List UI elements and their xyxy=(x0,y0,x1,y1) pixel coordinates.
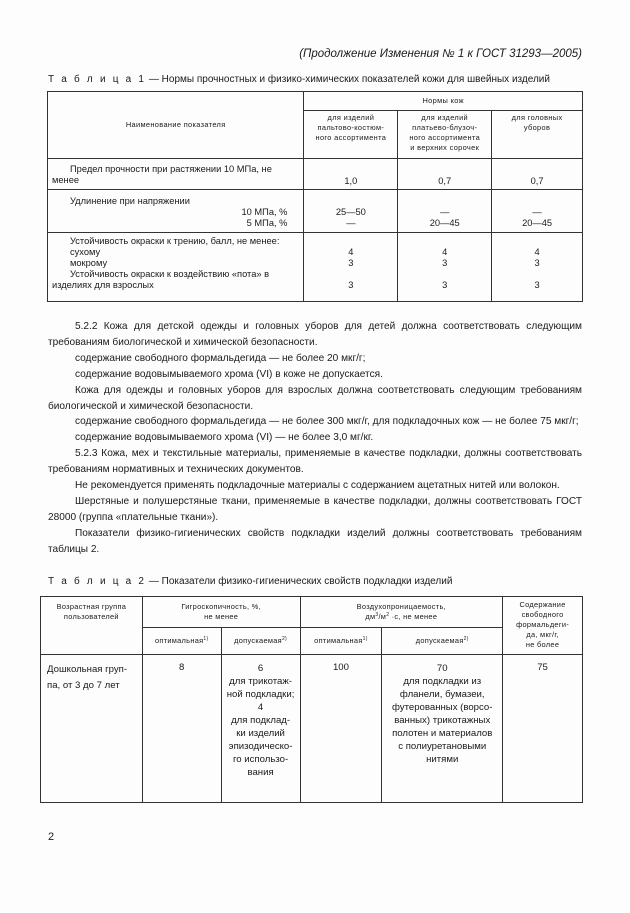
table2-header-formaldehyde: Содержание свободного формальдеги- да, мкг/г, не более xyxy=(503,597,583,655)
table1-caption-text: — Нормы прочностных и физико-химических показателей кожи для швейных изделий xyxy=(146,74,550,85)
table2-header-air: Воздухопроницаемость, $дм^3/м^2 \cdot с$, не менее xyxy=(300,597,503,628)
paragraph: 5.2.3 Кожа, мех и текстильные материалы, применяемые в качестве подкладки, должны соответствовать требованиям нормативных и технических документов. xyxy=(48,448,582,476)
table2-subheader-air-allowed: допускаемая$^{2)}$ xyxy=(382,628,503,655)
table2-cell: 75 xyxy=(503,655,583,803)
table1-cell: 1,0 xyxy=(304,159,398,190)
table1-header-name: Наименование показателя xyxy=(48,92,304,159)
table1-row-tensile-strength: Предел прочности при растяжении 10 МПа, не менее xyxy=(48,159,304,190)
paragraph: Показатели физико-гигиенических свойств подкладки изделий должны соответствовать требованиям таблицы 2. xyxy=(48,527,582,555)
table2-row-age: Дошкольная груп- па, от 3 до 7 лет xyxy=(41,655,143,803)
table1-subcol-dress: для изделий платьево-блузоч- ного ассортимента и верхних сорочек xyxy=(398,111,492,159)
table2-cell: 6 для трикотаж- ной подкладки; 4 для подклад- ки изделий эпизодическо- го использо- вания xyxy=(221,655,300,803)
table1-header-norms: Нормы кож xyxy=(304,92,583,111)
table1-row-elongation: Удлинение при напряжении 10 МПа, % 5 МПа, % xyxy=(48,190,304,233)
paragraph: содержание свободного формальдегида — не более 300 мкг/г, для подкладочных кож — не более 75 мкг/г; xyxy=(75,416,579,428)
table1-row-color-fastness: Устойчивость окраски к трению, балл, не менее: сухому мокрому Устойчивость окраски к воздействию «пота» в изделиях для взрослых xyxy=(48,233,304,302)
table2-cell: 8 xyxy=(142,655,221,803)
paragraph: содержание свободного формальдегида — не более 20 мкг/г; xyxy=(75,352,366,364)
table1-cell: 4 3 3 xyxy=(304,233,398,302)
table2 xyxy=(40,596,583,803)
table2-caption xyxy=(48,576,452,587)
table1-subcol-hats: для головных уборов xyxy=(492,111,583,159)
paragraph: Кожа для одежды и головных уборов для взрослых должна соответствовать следующим требованиям биологической и химической безопасности. xyxy=(48,384,582,412)
table2-subheader-hygro-optimal: оптимальная$^{1)}$ xyxy=(142,628,221,655)
table1-cell: — 20—45 xyxy=(492,190,583,233)
paragraph: Не рекомендуется применять подкладочные материалы с содержанием ацетатных нитей или волокон. xyxy=(75,480,560,492)
continuation-header: (Продолжение Изменения № 1 к ГОСТ 31293—2005) xyxy=(299,48,582,60)
table2-subheader-hygro-allowed: допускаемая$^{2)}$ xyxy=(221,628,300,655)
paragraph: Шерстяные и полушерстяные ткани, применяемые в качестве подкладки, должны соответствовать ГОСТ 28000 (группа «плательные ткани»). xyxy=(48,495,582,523)
table1 xyxy=(47,91,583,302)
body-text xyxy=(48,319,582,558)
table2-caption-label: Т а б л и ц а 2 xyxy=(48,576,147,587)
paragraph: содержание водовымываемого хрома (VI) в коже не допускается. xyxy=(75,368,383,380)
table1-subcol-coat: для изделий пальтово-костюм- ного ассортимента xyxy=(304,111,398,159)
table1-cell: 0,7 xyxy=(398,159,492,190)
table1-cell: 0,7 xyxy=(492,159,583,190)
paragraph: 5.2.2 Кожа для детской одежды и головных уборов для детей должна соответствовать следующим требованиям биологической и химической безопасности. xyxy=(48,321,582,348)
paragraph: содержание водовымываемого хрома (VI) — не более 3,0 мг/кг. xyxy=(75,432,374,444)
table1-caption xyxy=(48,74,550,85)
table2-cell: 100 xyxy=(300,655,382,803)
table2-cell: 70 для подкладки из фланели, бумазеи, футерованных (ворсо- ванных) трикотажных полотен и материалов с полиуретановыми нитями xyxy=(382,655,503,803)
table1-cell: 4 3 3 xyxy=(398,233,492,302)
table1-cell: — 20—45 xyxy=(398,190,492,233)
table2-subheader-air-optimal: оптимальная$^{1)}$ xyxy=(300,628,382,655)
table2-header-age: Возрастная группа пользователей xyxy=(41,597,143,655)
table1-cell: 25—50 — xyxy=(304,190,398,233)
table1-cell: 4 3 3 xyxy=(492,233,583,302)
table1-caption-label: Т а б л и ц а 1 xyxy=(48,74,147,85)
table2-caption-text: — Показатели физико-гигиенических свойств подкладки изделий xyxy=(146,576,453,587)
page-number: 2 xyxy=(48,831,55,843)
table2-header-hygro: Гигроскопичность, %, не менее xyxy=(142,597,300,628)
